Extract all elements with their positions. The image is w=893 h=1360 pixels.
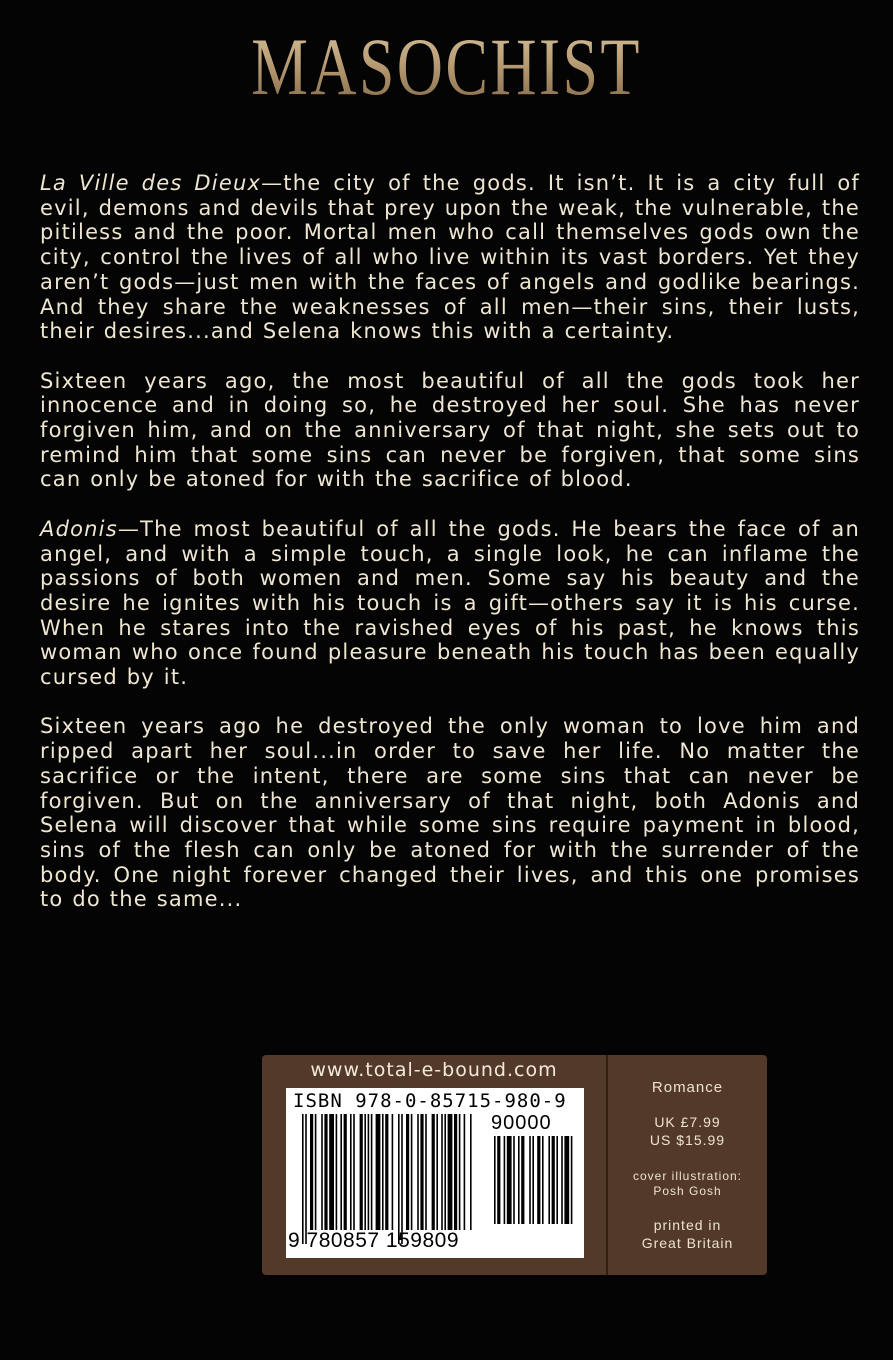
isbn-digits: 9 780857 159809 — [288, 1229, 459, 1252]
barcode-bar — [507, 1136, 512, 1224]
price-uk: UK £7.99 — [654, 1114, 721, 1130]
illustration-credit-label: cover illustration: — [632, 1169, 743, 1183]
blurb-paragraph-1 — [40, 171, 860, 344]
barcode-bar — [310, 1114, 313, 1230]
barcode-bar — [459, 1114, 461, 1230]
barcode-bar — [518, 1136, 520, 1224]
barcode-bar — [329, 1114, 334, 1230]
barcode-bar — [432, 1114, 435, 1230]
barcode-bar — [513, 1136, 515, 1224]
barcode-bar — [420, 1114, 423, 1230]
barcode-bar — [521, 1136, 524, 1224]
barcode-bar — [353, 1114, 355, 1230]
price-us: US $15.99 — [649, 1132, 726, 1148]
barcode-bar — [382, 1114, 384, 1230]
barcode-addon-digits: 90000 — [491, 1112, 552, 1134]
barcode-bar — [371, 1114, 373, 1230]
barcode-bar — [470, 1114, 472, 1230]
barcode-bar — [542, 1136, 544, 1224]
barcode-bar — [340, 1114, 342, 1230]
barcode-bar — [368, 1114, 370, 1230]
blurb-paragraph-3-text: —The most beautiful of all the gods. He bears the face of an angel, and with a simple touch, a single look, he can inflame the passions of both women and men. Some say his beauty and the desire he ignites with his touch is a gift—others say it is his curse. When he stares into the ravished eyes of his past, he knows this woman who once found pleasure beneath his touch has been equally cursed by it. — [40, 516, 860, 690]
barcode-bar — [464, 1114, 466, 1230]
barcode-bar — [376, 1114, 381, 1230]
barcode-bar — [360, 1114, 363, 1230]
blurb-paragraph-3-lead: Adonis — [40, 516, 118, 541]
barcode-bar — [321, 1114, 323, 1230]
barcode-bar — [548, 1136, 550, 1224]
blurb-paragraph-4-text: Sixteen years ago he destroyed the only woman to love him and ripped apart her soul...in order to save her life. No matter the sacrifice or the intent, there are some sins that can never be forgiven. But on the anniversary of that night, both Adonis and Selena will discover that while some sins require payment in blood, sins of the flesh can only be atoned for with the surrender of the body. One night forever changed their lives, and this one promises to do the same... — [40, 714, 860, 912]
genre-label: Romance — [651, 1079, 724, 1096]
barcode-bar — [494, 1136, 496, 1224]
barcode-bar — [324, 1114, 327, 1230]
barcode-bar — [532, 1136, 534, 1224]
barcode — [286, 1088, 584, 1258]
barcode-bar — [411, 1114, 413, 1230]
barcode-bar — [336, 1114, 338, 1230]
blurb-paragraph-2 — [40, 369, 860, 493]
barcode-bar — [406, 1114, 409, 1230]
illustration-credit-name: Posh Gosh — [653, 1184, 722, 1198]
barcode-bar — [305, 1114, 307, 1244]
barcode-bar — [417, 1114, 419, 1230]
publisher-panel — [262, 1055, 767, 1275]
barcode-bar — [350, 1114, 352, 1230]
barcode-bar — [529, 1136, 531, 1224]
barcode-bar — [564, 1136, 569, 1224]
barcode-bar — [497, 1136, 500, 1224]
barcode-bar — [364, 1114, 366, 1230]
barcode-addon-bars — [494, 1136, 576, 1224]
barcode-bar — [302, 1114, 304, 1244]
barcode-bar — [448, 1114, 453, 1230]
book-title: MASOCHIST — [98, 22, 795, 112]
barcode-bar — [436, 1114, 438, 1230]
barcode-bar — [441, 1114, 443, 1230]
printed-in-country: Great Britain — [641, 1235, 734, 1251]
blurb-paragraph-4 — [40, 714, 860, 912]
barcode-bar — [571, 1136, 573, 1224]
barcode-bar — [344, 1114, 347, 1230]
blurb-paragraph-1-text: —the city of the gods. It isn’t. It is a city full of evil, demons and devils that prey upon the weak, the vulnerable, the pitiless and the poor. Mortal men who call themselves gods own the city, control the lives of all who live within its vast borders. Yet they aren’t gods—just men with the faces of angels and godlike bearings. And they share the weaknesses of all men—their sins, their lusts, their desires...and Selena knows this with a certainty. — [40, 171, 860, 344]
isbn-text: ISBN 978-0-85715-980-9 — [293, 1090, 567, 1112]
barcode-bar — [552, 1136, 555, 1224]
blurb-paragraph-2-text: Sixteen years ago, the most beautiful of all the gods took her innocence and in doing so, he destroyed her soul. She has never forgiven him, and on the anniversary of that night, she sets out to remind him that some sins can never be forgiven, that some sins can only be atoned for with the sacrifice of blood. — [40, 368, 860, 492]
barcode-bar — [561, 1136, 563, 1224]
blurb-paragraph-3 — [40, 517, 860, 690]
barcode-bar — [398, 1114, 400, 1244]
blurb-paragraph-1-lead: La Ville des Dieux — [40, 171, 262, 195]
barcode-bar — [315, 1114, 317, 1230]
barcode-bar — [454, 1114, 457, 1230]
barcode-bar — [392, 1114, 394, 1230]
barcode-bar — [504, 1136, 506, 1224]
barcode-bar — [537, 1136, 540, 1224]
barcode-bar — [444, 1114, 446, 1230]
barcode-main-bars — [302, 1114, 472, 1244]
barcode-bar — [425, 1114, 427, 1230]
blurb — [40, 171, 860, 937]
book-info — [608, 1055, 767, 1275]
barcode-bar — [401, 1114, 403, 1244]
publisher-url: www.total-e-bound.com — [310, 1059, 558, 1081]
barcode-bar — [556, 1136, 558, 1224]
printed-in-label: printed in — [653, 1217, 722, 1233]
barcode-bar — [385, 1114, 388, 1230]
